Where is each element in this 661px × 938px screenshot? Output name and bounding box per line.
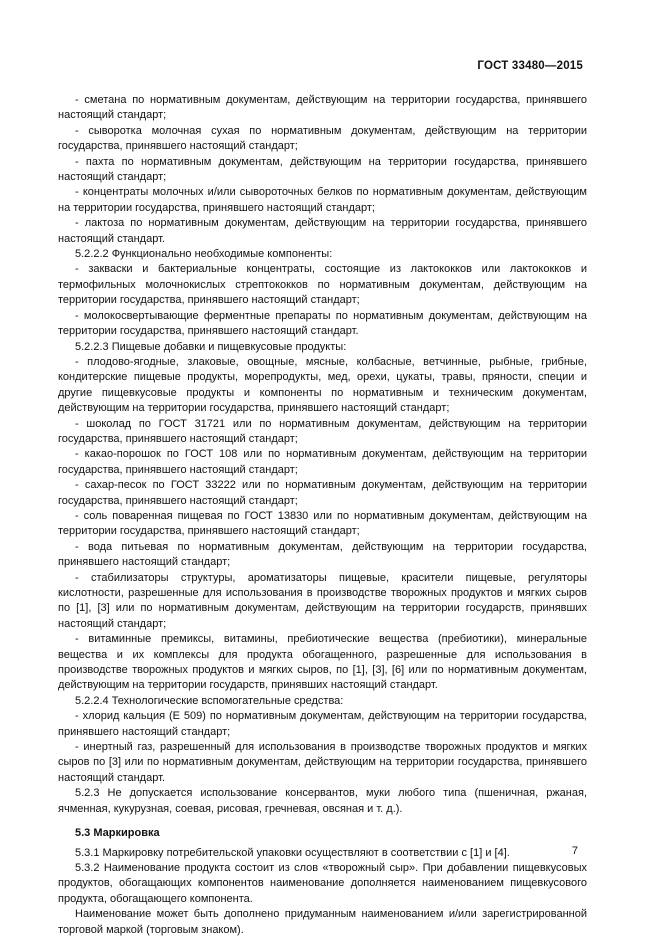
paragraph: - шоколад по ГОСТ 31721 или по нормативным документам, действующим на территории государства, принявшего настоящий стандарт; (58, 417, 587, 445)
clause-heading: 5.2.2.4 Технологические вспомогательные средства: (75, 694, 344, 707)
paragraph: - пахта по нормативным документам, действующим на территории государства, принявшего настоящий стандарт; (58, 155, 587, 184)
paragraph: - инертный газ, разрешенный для использования в производстве творожных продуктов и мягких сыров по [3] или по нормативным документам, действующим на территории государства, принявшего настоящий стандарт. (58, 741, 587, 784)
paragraph: - витаминные премиксы, витамины, пребиотические вещества (пребиотики), минеральные вещества и их комплексы для продукта обогащенного, разрешенные для использования в производстве творожных продуктов и мягких сыров, по [1], [3], [6] или по нормативным документам, действующим на территории государств, принявших настоящий стандарт. (58, 633, 587, 692)
paragraph: Наименование может быть дополнено придуманным наименованием и/или зарегистрированной торговой маркой (торговым знаком). (58, 908, 587, 936)
paragraph: - хлорид кальция (Е 509) по нормативным документам, действующим на территории государства, принявшего настоящий стандарт; (58, 710, 587, 738)
paragraph: - сметана по нормативным документам, действующим на территории государства, принявшего настоящий стандарт; (58, 94, 587, 122)
paragraph: - закваски и бактериальные концентраты, состоящие из лактококков или лактококков и термофильных молочнокислых стрептококков по нормативным документам, действующим на территории государства, принявшего настоящий стандарт; (58, 263, 587, 307)
section-heading: 5.3 Маркировка (75, 827, 160, 840)
paragraph: 5.3.2 Наименование продукта состоит из слов «творожный сыр». При добавлении пищевкусовых продуктов, обогащающих компонентов наименование дополняется наименованием пищевкусового продукта, обогащающего компонента. (58, 861, 587, 905)
paragraph: - лактоза по нормативным документам, действующим на территории государства, принявшего настоящий стандарт. (58, 217, 587, 245)
paragraph: - молокосвертывающие ферментные препараты по нормативным документам, действующим на территории государства, принявшего настоящий стандарт. (58, 309, 587, 338)
page-number: 7 (571, 845, 578, 857)
paragraph: - сыворотка молочная сухая по нормативным документам, действующим на территории государства, принявшего настоящий стандарт; (58, 124, 587, 153)
paragraph: 5.2.3 Не допускается использование консервантов, муки любого типа (пшеничная, ржаная, ячменная, кукурузная, соевая, рисовая, гречневая, овсяная и т. д.). (58, 787, 587, 815)
clause-heading: 5.2.2.2 Функционально необходимые компоненты: (75, 248, 333, 261)
paragraph: - стабилизаторы структуры, ароматизаторы пищевые, красители пищевые, регуляторы кислотности, разрешенные для использования в производстве творожных продуктов и мягких сыров по [1], [3] или по нормативным документам, действующим на территории государств, принявших настоящий стандарт; (58, 571, 587, 630)
paragraph: - плодово-ягодные, злаковые, овощные, мясные, колбасные, ветчинные, рыбные, грибные, кондитерские пищевые продукты, морепродукты, мед, орехи, цукаты, травы, пряности, специи и другие пищевкусовые продукты и компоненты по нормативным и техническим документам, действующим на территории государства, принявшего настоящий стандарт; (58, 355, 587, 415)
clause-heading: 5.2.2.3 Пищевые добавки и пищевкусовые продукты: (75, 340, 347, 353)
paragraph: - сахар-песок по ГОСТ 33222 или по нормативным документам, действующим на территории государства, принявшего настоящий стандарт; (58, 479, 587, 507)
document-code: ГОСТ 33480—2015 (477, 60, 583, 72)
paragraph: 5.3.1 Маркировку потребительской упаковки осуществляют в соответствии с [1] и [4]. (75, 846, 510, 859)
paragraph: - вода питьевая по нормативным документам, действующим на территории государства, принявшего настоящий стандарт; (58, 540, 587, 569)
paragraph: - какао-порошок по ГОСТ 108 или по нормативным документам, действующим на территории государства, принявшего настоящий стандарт; (58, 448, 587, 476)
paragraph: - соль поваренная пищевая по ГОСТ 13830 или по нормативным документам, действующим на территории государства, принявшего настоящий стандарт; (58, 509, 587, 538)
document-body (58, 93, 587, 938)
paragraph: - концентраты молочных и/или сывороточных белков по нормативным документам, действующим на территории государства, принявшего настоящий стандарт; (58, 186, 587, 214)
